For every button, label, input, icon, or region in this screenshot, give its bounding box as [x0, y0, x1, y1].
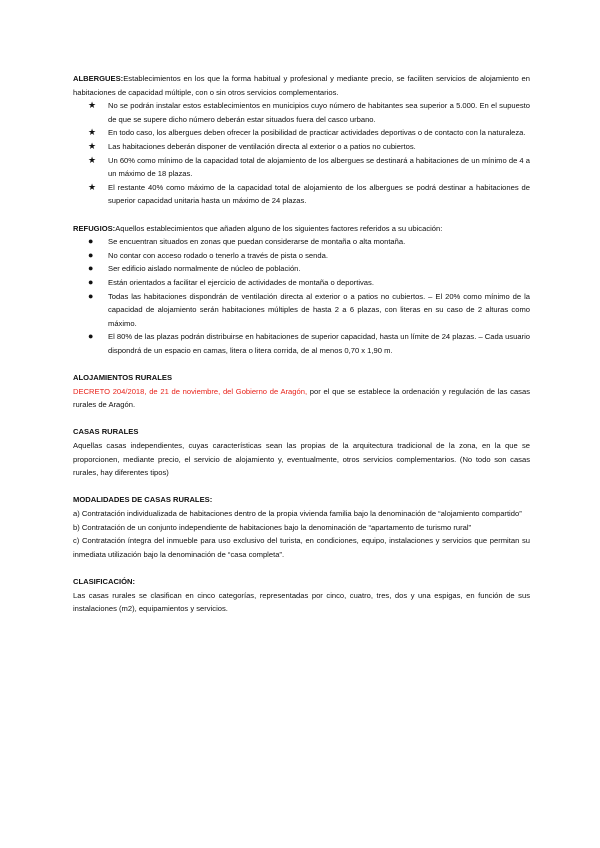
decree-paragraph	[73, 385, 530, 412]
modalidad-item: b) Contratación de un conjunto independiente de habitaciones bajo la denominación de “apartamento de turismo rural”	[73, 522, 472, 532]
casas-rurales-section	[73, 425, 530, 479]
list-item	[73, 290, 530, 331]
list-item-text: No se podrán instalar estos establecimientos en municipios cuyo número de habitantes sea superior a 5.000. En el supuesto de que se supere dicho número deberán estar situados fuera del casco urbano.	[108, 101, 530, 124]
albergues-section	[73, 72, 530, 208]
dot-icon: ●	[88, 290, 94, 301]
list-item	[73, 181, 530, 208]
albergues-intro	[73, 72, 530, 99]
alojamientos-rurales-heading: ALOJAMIENTOS RURALES	[73, 373, 173, 383]
list-item-text: El restante 40% como máximo de la capacidad total de alojamiento de los albergues se podrá destinar a habitaciones de superior capacidad unitaria hasta un máximo de 24 plazas.	[108, 182, 530, 206]
list-item-text: El 80% de las plazas podrán distribuirse en habitaciones de superior capacidad, hasta un límite de 24 plazas. – Cada usuario dispondrá de un espacio en camas, litera o litera corrida, de al menos 0,70 x 1,90 m.	[108, 332, 530, 355]
albergues-text: Establecimientos en los que la forma habitual y profesional y mediante precio, se faciliten servicios de alojamiento en habitaciones de capacidad múltiple, con o sin otros servicios complementarios.	[73, 74, 530, 97]
list-item-text: Las habitaciones deberán disponer de ventilación directa al exterior o a patios no cubiertos.	[108, 141, 416, 151]
modalidad-item: a) Contratación individualizada de habitaciones dentro de la propia vivienda familia bajo la denominación de “alojamiento compartido”	[73, 509, 522, 518]
list-item	[73, 140, 530, 154]
albergues-list	[73, 99, 530, 208]
list-item-text: No contar con acceso rodado o tenerlo a través de pista o senda.	[108, 250, 328, 260]
list-item-text: Un 60% como mínimo de la capacidad total de alojamiento de los albergues se destinará a habitaciones de un mínimo de 4 a un máximo de 18 plazas.	[108, 155, 530, 179]
clasificacion-text: Las casas rurales se clasifican en cinco categorías, representadas por cinco, cuatro, tres, dos y una espigas, en función de sus instalaciones (m2), equipamientos y servicios.	[73, 590, 530, 614]
decree-description: por el que se establece la ordenación y regulación de las casas rurales de Aragón.	[73, 386, 530, 410]
star-icon: ★	[88, 154, 97, 165]
casas-rurales-heading: CASAS RURALES	[73, 427, 139, 437]
list-item	[73, 126, 530, 140]
clasificacion-section	[73, 575, 530, 616]
list-item	[73, 249, 530, 263]
star-icon: ★	[88, 140, 97, 151]
modalidad-item: c) Contratación íntegra del inmueble para uso exclusivo del turista, en condiciones, equipo, instalaciones y servicios que permitan su inmediata utilización bajo la denominación de “casa completa”.	[73, 536, 530, 559]
albergues-label: ALBERGUES:	[73, 74, 124, 83]
dot-icon: ●	[88, 236, 94, 247]
list-item-text: Están orientados a facilitar el ejercicio de actividades de montaña o deportivas.	[108, 277, 374, 287]
alojamientos-rurales-section	[73, 371, 530, 412]
refugios-text: Aquellos establecimientos que añaden alguno de los siguientes factores referidos a su ubicación:	[115, 223, 443, 233]
list-item-text: Todas las habitaciones dispondrán de ventilación directa al exterior o a patios no cubiertos. – El 20% como mínimo de la capacidad de alojamiento serán habitaciones múltiples de hasta 2 a 6 plazas, con literas en su caso de 2 alturas como máximo.	[108, 291, 530, 328]
casas-rurales-text: Aquellas casas independientes, cuyas características sean las propias de la arquitectura tradicional de la zona, en la que se proporcionen, mediante precio, el servicio de alojamiento y, eventualmente, otros servicios complementarios. (No todo son casas rurales, hay diferentes tipos)	[73, 441, 530, 478]
refugios-list	[73, 235, 530, 357]
star-icon: ★	[88, 127, 97, 138]
modalidades-heading: MODALIDADES DE CASAS RURALES:	[73, 495, 213, 505]
refugios-section	[73, 222, 530, 358]
document-page	[73, 72, 530, 629]
dot-icon: ●	[88, 249, 94, 260]
star-icon: ★	[88, 181, 97, 192]
list-item	[73, 330, 530, 357]
refugios-label: REFUGIOS:	[73, 223, 116, 233]
list-item	[73, 235, 530, 249]
star-icon: ★	[88, 100, 97, 111]
modalidades-section	[73, 493, 530, 561]
decree-link[interactable]: DECRETO 204/2018, de 21 de noviembre, del Gobierno de Aragón,	[73, 386, 308, 396]
clasificacion-heading: CLASIFICACIÓN:	[73, 576, 136, 586]
list-item	[73, 262, 530, 276]
list-item	[73, 99, 530, 126]
dot-icon: ●	[88, 331, 94, 342]
dot-icon: ●	[88, 276, 94, 287]
list-item-text: En todo caso, los albergues deben ofrecer la posibilidad de practicar actividades deportivas o de contacto con la naturaleza.	[108, 128, 526, 138]
dot-icon: ●	[88, 263, 94, 274]
list-item	[73, 276, 530, 290]
list-item	[73, 154, 530, 181]
list-item-text: Se encuentran situados en zonas que puedan considerarse de montaña o alta montaña.	[108, 237, 406, 247]
list-item-text: Ser edificio aislado normalmente de núcleo de población.	[108, 264, 301, 274]
refugios-intro	[73, 222, 530, 236]
